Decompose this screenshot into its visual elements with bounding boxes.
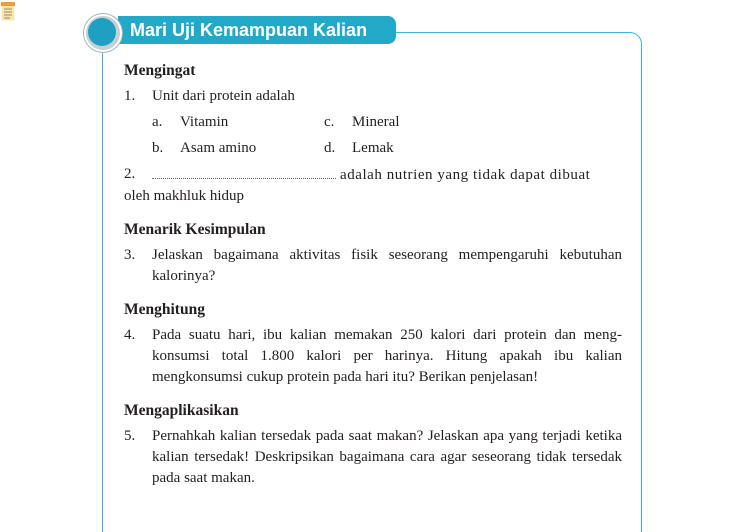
question-1 <box>124 86 622 107</box>
question-text: oleh makhluk hidup <box>124 188 244 204</box>
option-letter: c. <box>324 114 335 130</box>
question-number: 1. <box>124 88 136 104</box>
option-text: Lemak <box>352 140 394 156</box>
header-badge-inner <box>88 18 116 46</box>
option-letter: a. <box>152 114 163 130</box>
option-letter: b. <box>152 140 164 156</box>
option-c <box>324 112 399 133</box>
option-b <box>152 138 256 159</box>
question-text: adalah nutrien yang tidak dapat dibuat <box>340 167 591 183</box>
option-letter: d. <box>324 140 336 156</box>
question-number: 3. <box>124 247 136 263</box>
option-a <box>152 112 228 133</box>
section-header-title: Mari Uji Kemampuan Kalian <box>130 20 368 40</box>
question-number: 5. <box>124 428 136 444</box>
question-2 <box>124 164 622 186</box>
question-text: Unit dari protein adalah <box>152 88 295 104</box>
question-text: Pada suatu hari, ibu kalian memakan 250 kalori dari protein dan meng-konsumsi total 1.800 kalori per harinya. Hitung apakah ibu kalian mengkonsumsi cukup protein pada hari itu? Berikan penjelasan! <box>152 327 622 385</box>
question-list <box>124 58 622 489</box>
notebook-icon <box>0 0 16 22</box>
section-title-menghitung: Menghitung <box>124 301 205 318</box>
option-text: Vitamin <box>180 114 229 130</box>
option-text: Mineral <box>352 114 400 130</box>
options-row-2 <box>152 138 622 164</box>
section-title-menarik-kesimpulan: Menarik Kesimpulan <box>124 221 266 238</box>
fill-in-blank-line <box>152 164 336 179</box>
option-d <box>324 138 394 159</box>
options-row-1 <box>152 112 622 138</box>
question-number: 2. <box>124 166 136 182</box>
question-4 <box>124 325 622 388</box>
question-2-continued <box>124 186 622 207</box>
question-text: Jelaskan bagaimana aktivitas fisik seseorang mempengaruhi kebutuhan kalorinya? <box>152 247 622 284</box>
question-text: Pernahkah kalian tersedak pada saat makan? Jelaskan apa yang terjadi ketika kalian tersedak! Deskripsikan bagaimana cara agar seseorang tidak tersedak pada saat makan. <box>152 428 622 486</box>
question-5 <box>124 426 622 489</box>
section-title-mengaplikasikan: Mengaplikasikan <box>124 402 239 419</box>
question-3 <box>124 245 622 287</box>
section-title-mengingat: Mengingat <box>124 62 196 79</box>
question-number: 4. <box>124 327 136 343</box>
option-text: Asam amino <box>180 140 257 156</box>
